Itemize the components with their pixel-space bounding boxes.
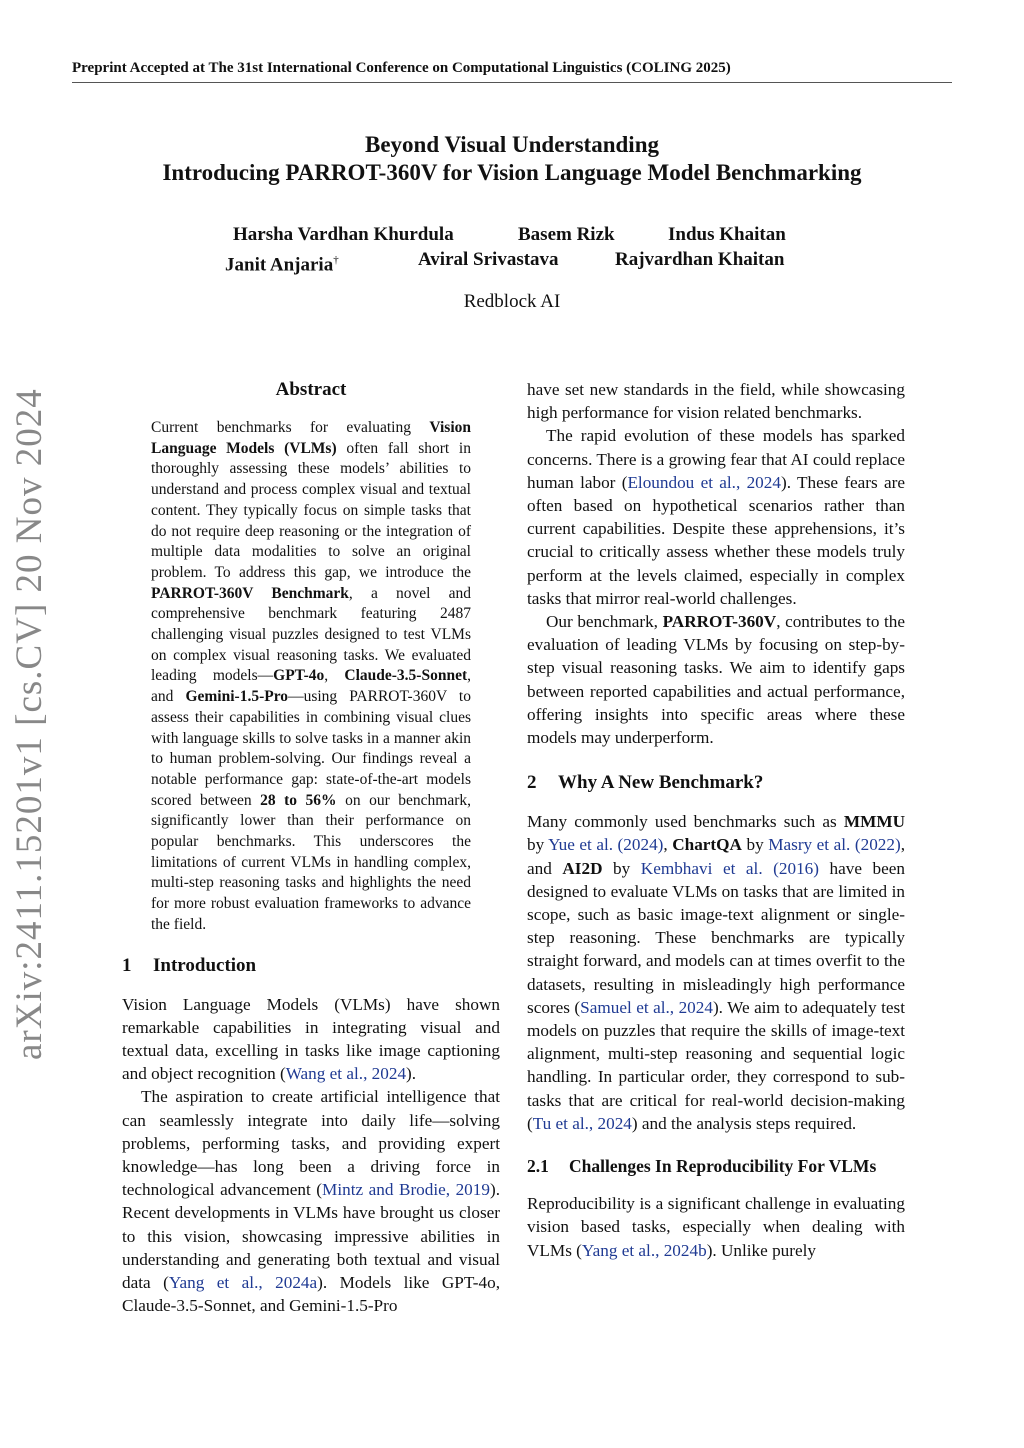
- author-name: Aviral Srivastava: [418, 249, 559, 270]
- affiliation: Redblock AI: [463, 291, 561, 312]
- author-name: Basem Rizk: [518, 224, 615, 245]
- title-line-1: Beyond Visual Understanding: [365, 132, 659, 157]
- citation-link[interactable]: Yue et al. (2024): [548, 835, 664, 855]
- citation-link[interactable]: Wang et al., 2024: [285, 1064, 407, 1084]
- arxiv-stamp: arXiv:2411.15201v1 [cs.CV] 20 Nov 2024: [9, 388, 50, 1060]
- author-footnote-mark: †: [333, 254, 339, 266]
- abstract-title: Abstract: [275, 379, 347, 400]
- author-name: Rajvardhan Khaitan: [615, 249, 785, 270]
- intro-paragraph-2: The aspiration to create artificial intelligence that can seamlessly integrate into daily life—solving problems, performing tasks, and providing expert knowledge—has long been a driving force in technological advancement (Mintz and Brodie, 2019). Recent developments in VLMs have brought us closer to this vision, showcasing impressive abilities in understanding and generating both textual and visual data (Yang et al., 2024a). Models like GPT-4o, Claude-3.5-Sonnet, and Gemini-1.5-Pro: [122, 1087, 500, 1316]
- citation-link[interactable]: Masry et al. (2022): [768, 835, 901, 855]
- author-name: Indus Khaitan: [668, 224, 786, 245]
- left-column: [122, 378, 500, 1317]
- why-paragraph: Many commonly used benchmarks such as MMMU by Yue et al. (2024), ChartQA by Masry et al. (2022), and AI2D by Kembhavi et al. (2016) have been designed to evaluate VLMs on tasks that are limited in scope, such as basic image-text alignment or single-step reasoning. These benchmarks are typically straight forward, and models can at times overfit to the datasets, resulting in misleadingly high performance scores (Samuel et al., 2024). We aim to adequately test models on puzzles that require the skills of image-text alignment, multi-step reasoning and sequential logic handling. In particular order, they correspond to sub-tasks that are critical for real-world decision-making (Tu et al., 2024) and the analysis steps required.: [527, 812, 906, 1133]
- citation-link[interactable]: Eloundou et al., 2024: [627, 472, 781, 492]
- section-heading-introduction: 1 Introduction: [122, 954, 257, 976]
- intro-paragraph-1: Vision Language Models (VLMs) have shown remarkable capabilities in integrating visual and textual data, excelling in tasks like image captioning and object recognition (Wang et al., 2024).: [122, 994, 500, 1084]
- right-column: [527, 378, 905, 1262]
- paper-title: [0, 131, 1024, 187]
- title-line-2: Introducing PARROT-360V for Vision Language Model Benchmarking: [162, 160, 862, 185]
- citation-link[interactable]: Samuel et al., 2024: [580, 997, 713, 1017]
- author-name: Harsha Vardhan Khurdula: [233, 224, 454, 245]
- section-heading-why-new-benchmark: 2 Why A New Benchmark?: [527, 772, 764, 794]
- citation-link[interactable]: Yang et al., 2024b: [581, 1240, 707, 1260]
- author-name: Janit Anjaria†: [225, 254, 339, 276]
- intro-paragraph-3: The rapid evolution of these models has sparked concerns. There is a growing fear that AI could replace human labor (Eloundou et al., 2024). These fears are often based on hypothetical scenarios rather than current capabilities. Despite these apprehensions, it’s crucial to critically assess whether these models truly perform at the levels claimed, especially in complex tasks that mirror real-world challenges.: [527, 426, 905, 608]
- conference-header: Preprint Accepted at The 31st International Conference on Computational Linguistics (COLING 2025): [72, 58, 952, 83]
- abstract-text: Current benchmarks for evaluating Vision Language Models (VLMs) often fall short in thoroughly assessing these models’ abilities to understand and process complex visual and textual content. They typically focus on simple tasks that do not require deep reasoning or the integration of multiple data modalities to solve an original problem. To address this gap, we introduce the PARROT-360V Benchmark, a novel and comprehensive benchmark featuring 2487 challenging visual puzzles designed to test VLMs on complex visual reasoning tasks. We evaluated leading models—GPT-4o, Claude-3.5-Sonnet, and Gemini-1.5-Pro—using PARROT-360V to assess their capabilities in combining visual clues with language skills to solve tasks in a manner akin to human problem-solving. Our findings reveal a notable performance gap: state-of-the-art models scored between 28 to 56% on our benchmark, significantly lower than their performance on popular benchmarks. This underscores the limitations of current VLMs in handling complex, multi-step reasoning tasks and highlights the need for more robust evaluation frameworks to advance the field.: [151, 419, 471, 933]
- citation-link[interactable]: Kembhavi et al. (2016): [640, 858, 819, 878]
- citation-link[interactable]: Mintz and Brodie, 2019: [322, 1180, 490, 1200]
- reproducibility-paragraph: Reproducibility is a significant challenge in evaluating vision based tasks, especially when dealing with VLMs (Yang et al., 2024b). Unlike purely: [527, 1194, 905, 1260]
- intro-paragraph-4: Our benchmark, PARROT-360V, contributes to the evaluation of leading VLMs by focusing on step-by-step visual reasoning tasks. We aim to identify gaps between reported capabilities and actual performance, offering insights into specific areas where these models may underperform.: [527, 612, 905, 748]
- subsection-heading-reproducibility: 2.1 Challenges In Reproducibility For VLMs: [527, 1156, 877, 1177]
- citation-link[interactable]: Yang et al., 2024a: [168, 1273, 318, 1293]
- intro-paragraph-2-continued: have set new standards in the field, while showcasing high performance for vision related benchmarks.: [527, 380, 905, 423]
- citation-link[interactable]: Tu et al., 2024: [532, 1113, 632, 1133]
